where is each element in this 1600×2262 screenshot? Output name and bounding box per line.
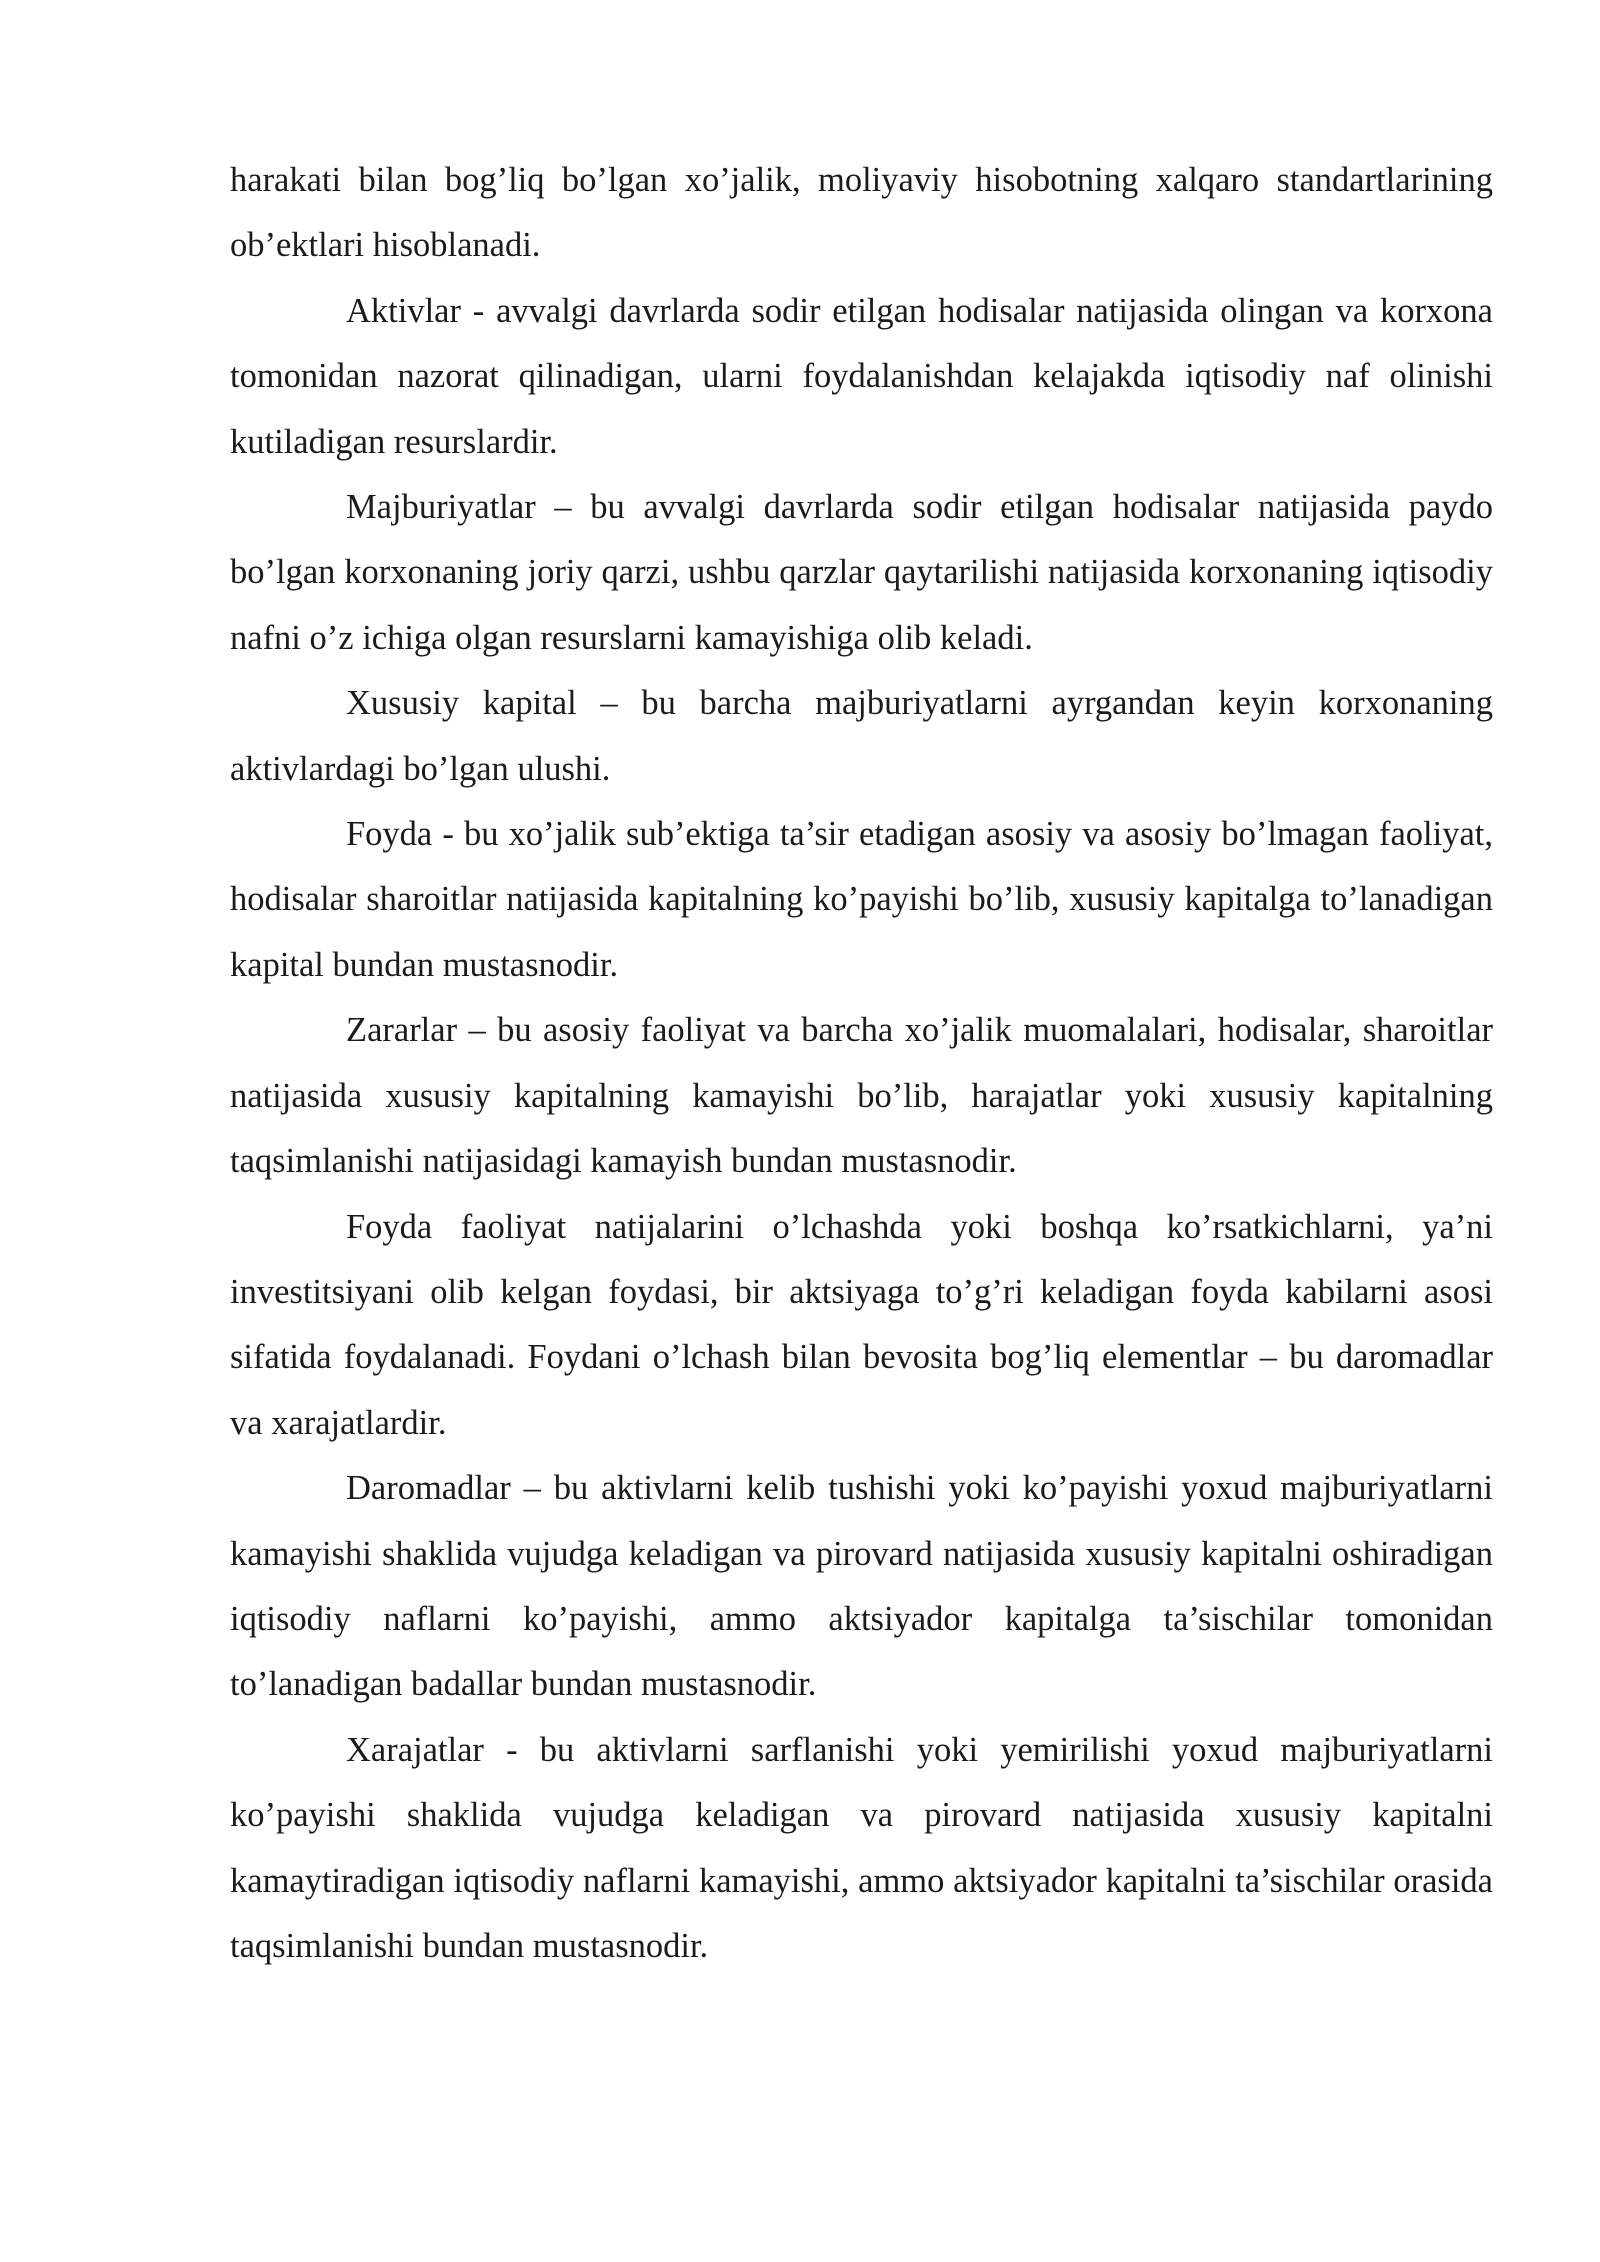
paragraph-continuation: harakati bilan bog’liq bo’lgan xo’jalik, moliyaviy hisobotning xalqaro standartlarining ob’ektlari hisoblanadi. — [230, 161, 1493, 265]
paragraph-foyda-olchash: Foyda faoliyat natijalarini o’lchashda yoki boshqa ko’rsatkichlarni, ya’ni investitsiyani olib kelgan foydasi, bir aktsiyaga to’g’ri keladigan foyda kabilarni asosi sifatida foydalanadi. Foydani o’lchash bilan bevosita bog’liq elementlar – bu daromadlar va xarajatlardir. — [230, 1207, 1493, 1442]
paragraph-xarajatlar: Xarajatlar - bu aktivlarni sarflanishi yoki yemirilishi yoxud majburiyatlarni ko’payishi shaklida vujudga keladigan va pirovard natijasida xususiy kapitalni kamaytiradigan iqtisodiy naflarni kamayishi, ammo aktsiyador kapitalni ta’sischilar orasida taqsimlanishi bundan mustasnodir. — [230, 1730, 1493, 1965]
paragraph-aktivlar: Aktivlar - avvalgi davrlarda sodir etilgan hodisalar natijasida olingan va korxona tomonidan nazorat qilinadigan, ularni foydalanishdan kelajakda iqtisodiy naf olinishi kutiladigan resurslardir. — [230, 291, 1493, 461]
paragraph-daromadlar: Daromadlar – bu aktivlarni kelib tushishi yoki ko’payishi yoxud majburiyatlarni kamayishi shaklida vujudga keladigan va pirovard natijasida xususiy kapitalni oshiradigan iqtisodiy naflarni ko’payishi, ammo aktsiyador kapitalga ta’sischilar tomonidan to’lanadigan badallar bundan mustasnodir. — [230, 1469, 1493, 1704]
paragraph-zararlar: Zararlar – bu asosiy faoliyat va barcha xo’jalik muomalalari, hodisalar, sharoitlar natijasida xususiy kapitalning kamayishi bo’lib, harajatlar yoki xususiy kapitalning taqsimlanishi natijasidagi kamayish bundan mustasnodir. — [230, 1011, 1493, 1181]
paragraph-foyda: Foyda - bu xo’jalik sub’ektiga ta’sir etadigan asosiy va asosiy bo’lmagan faoliyat, hodisalar sharoitlar natijasida kapitalning ko’payishi bo’lib, xususiy kapitalga to’lanadigan kapital bundan mustasnodir. — [230, 815, 1493, 984]
paragraph-majburiyatlar: Majburiyatlar – bu avvalgi davrlarda sodir etilgan hodisalar natijasida paydo bo’lgan korxonaning joriy qarzi, ushbu qarzlar qaytarilishi natijasida korxonaning iqtisodiy nafni o’z ichiga olgan resurslarni kamayishiga olib keladi. — [230, 488, 1493, 657]
body-text — [230, 148, 1493, 1979]
paragraph-xususiy-kapital: Xususiy kapital – bu barcha majburiyatlarni ayrgandan keyin korxonaning aktivlardagi bo’lgan ulushi. — [230, 684, 1493, 788]
